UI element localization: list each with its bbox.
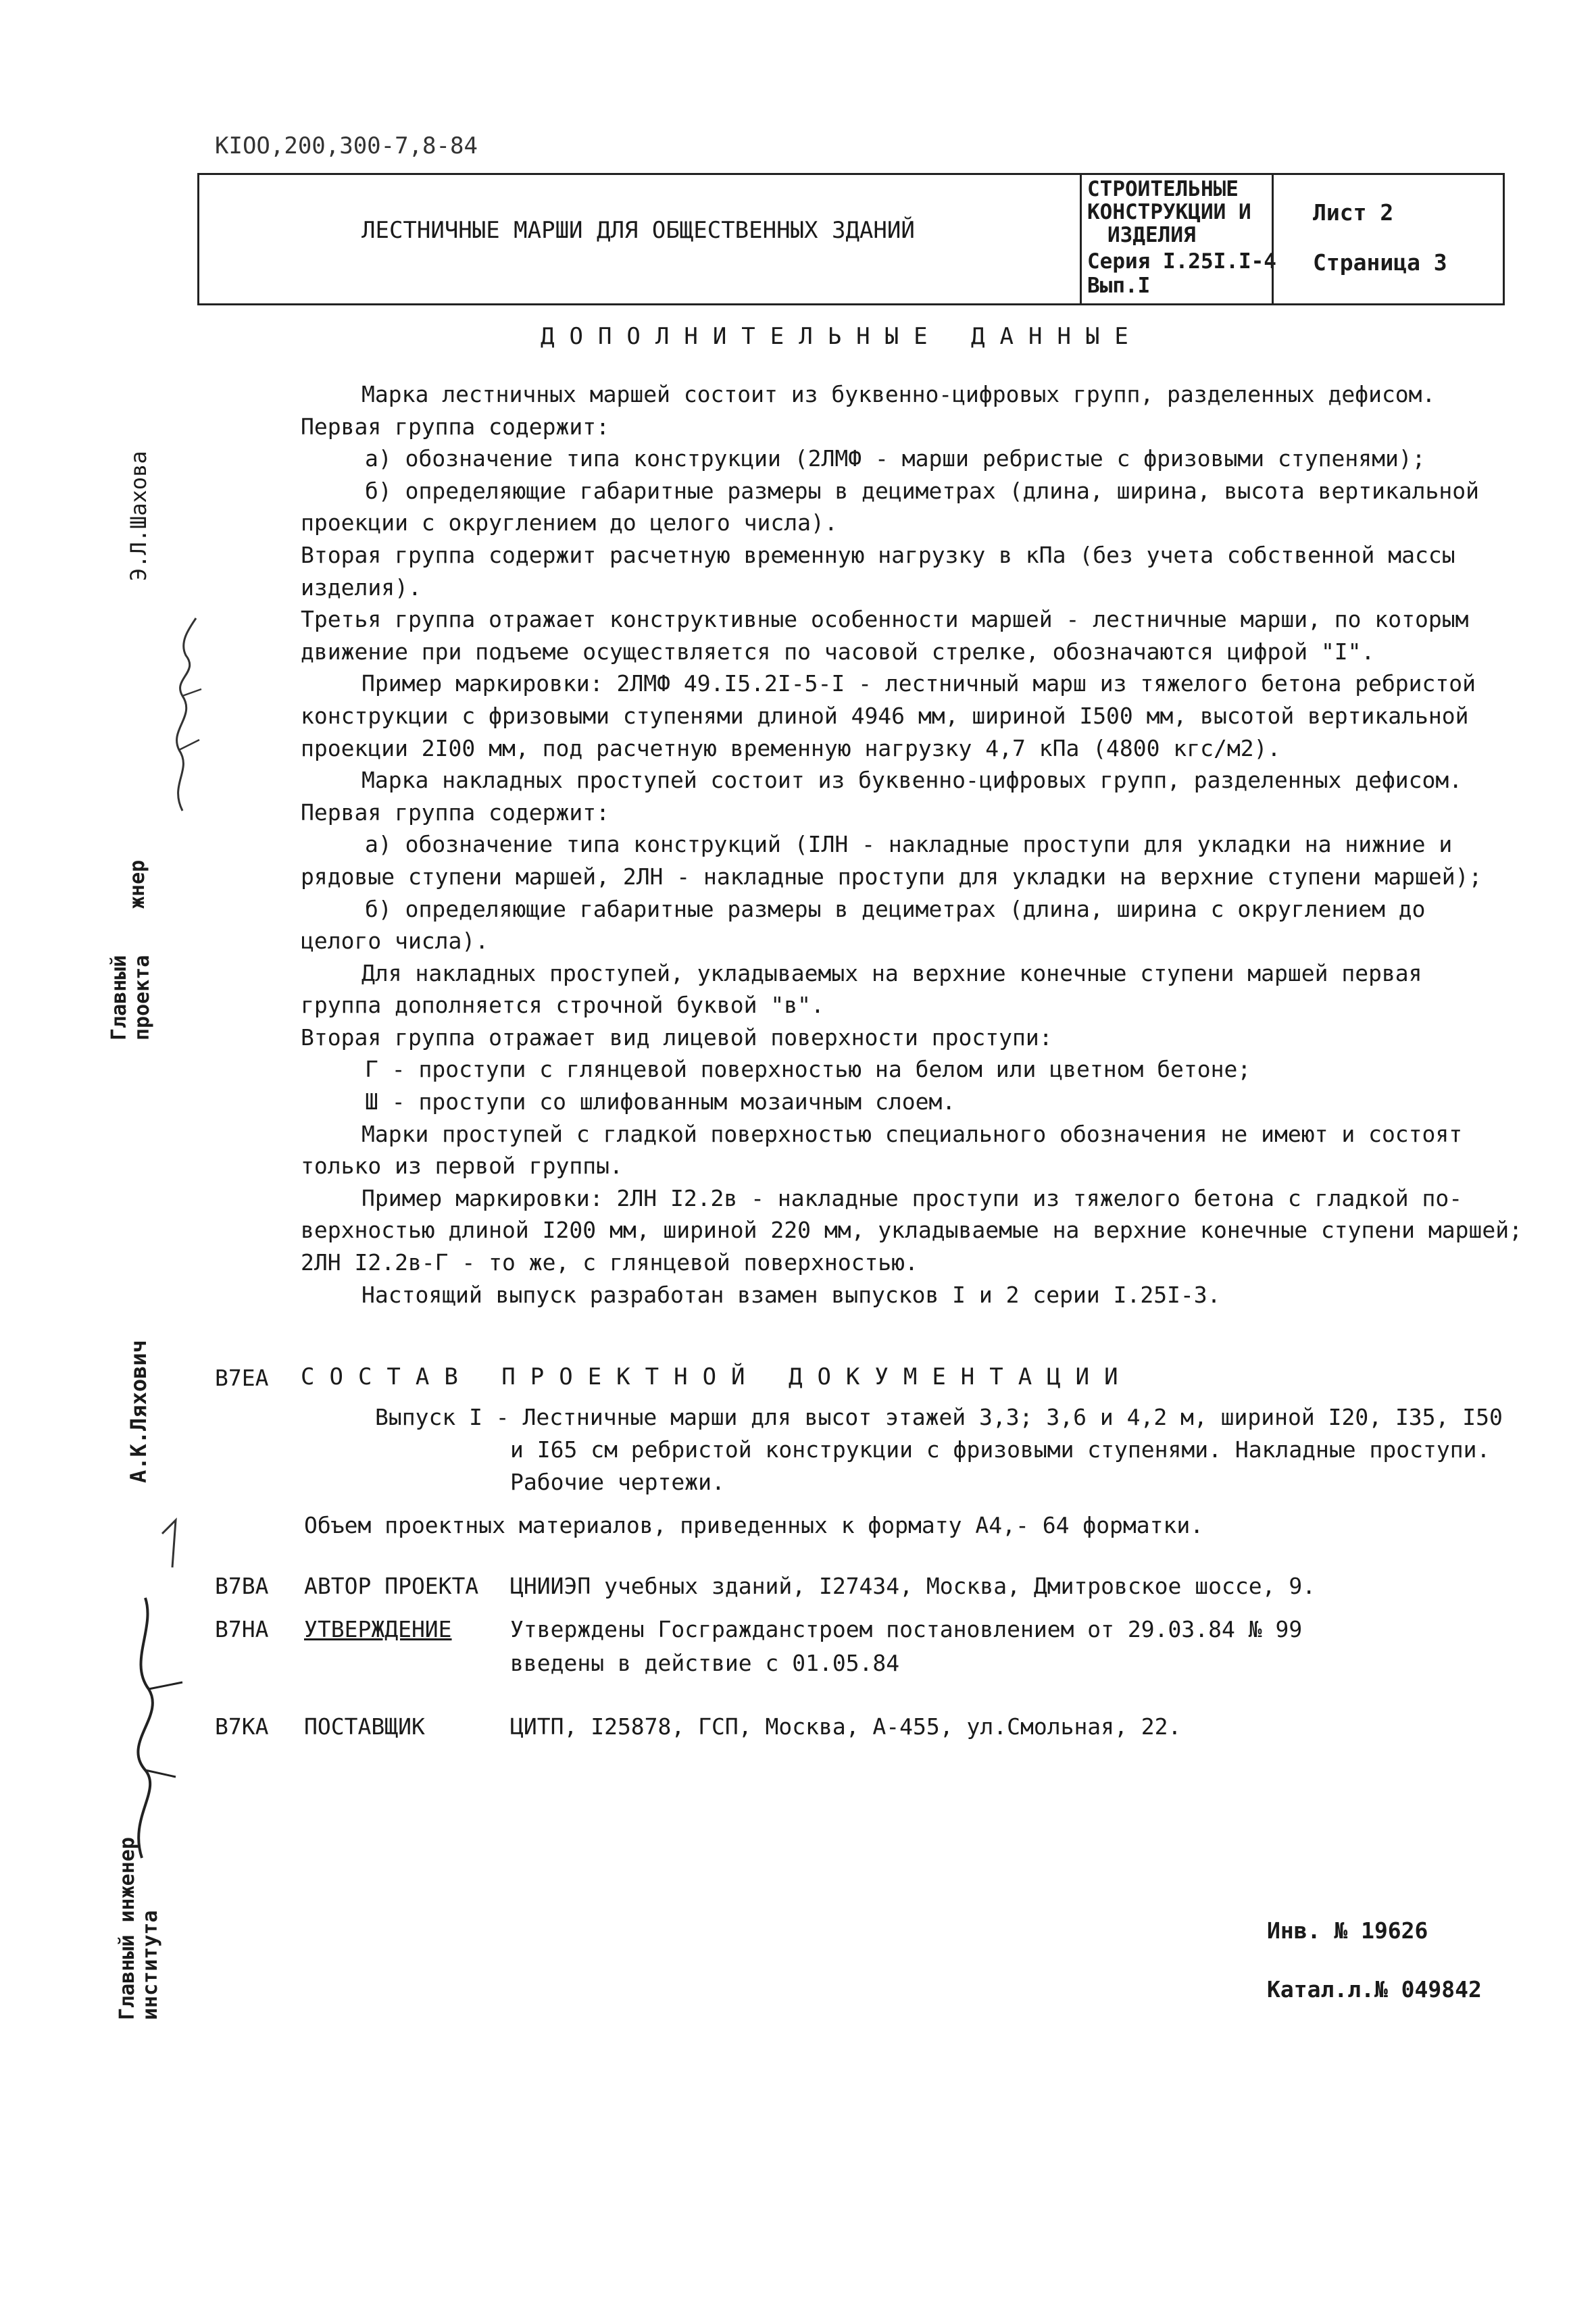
- text-line: Ш - проступи со шлифованным мозаичным слоем.: [365, 1088, 956, 1115]
- text-line: б) определяющие габаритные размеры в дециметрах (длина, ширина, высота вертикальной: [365, 477, 1480, 504]
- page-number: Страница 3: [1313, 249, 1447, 276]
- text-line: Первая группа содержит:: [301, 413, 609, 440]
- approval-label: УТВЕРЖДЕНИЕ: [304, 1616, 452, 1642]
- series-line: ИЗДЕЛИЯ: [1107, 223, 1196, 247]
- supplier-label: ПОСТАВЩИК: [304, 1713, 425, 1740]
- text-line: Пример маркировки: 2ЛН I2.2в - накладные проступи из тяжелого бетона с гладкой по-: [361, 1184, 1463, 1211]
- section-code: В7ЕА: [215, 1365, 269, 1391]
- text-line: движение при подъеме осуществляется по часовой стрелке, обозначаются цифрой "I".: [301, 638, 1375, 665]
- approval-text: Утверждены Госгражданстроем постановлением от 29.03.84 № 99: [510, 1616, 1303, 1642]
- issue-line: Рабочие чертежи.: [510, 1469, 725, 1495]
- author-text: ЦНИИЭП учебных зданий, I27434, Москва, Дмитровское шоссе, 9.: [510, 1573, 1316, 1599]
- text-line: целого числа).: [301, 928, 489, 955]
- text-line: проекции 2I00 мм, под расчетную временную нагрузку 4,7 кПа (4800 кгс/м2).: [301, 734, 1281, 761]
- inventory-number: Инв. № 19626: [1267, 1917, 1428, 1944]
- text-line: Первая группа содержит:: [301, 799, 609, 826]
- text-line: Вторая группа содержит расчетную временную нагрузку в кПа (без учета собственной массы: [301, 541, 1455, 568]
- text-line: а) обозначение типа конструкции (2ЛМФ - марши ребристые с фризовыми ступенями);: [365, 445, 1426, 472]
- text-line: Марка накладных проступей состоит из буквенно-цифровых групп, разделенных дефисом.: [361, 767, 1463, 794]
- margin-role-line: института: [139, 1910, 162, 2020]
- approval-code: В7НА: [215, 1616, 269, 1642]
- volume-line: Объем проектных материалов, приведенных к формату А4,- 64 форматки.: [304, 1512, 1204, 1538]
- series-line: Серия I.25I.I-4: [1087, 249, 1276, 274]
- text-line: изделия).: [301, 574, 422, 601]
- signature-1: [142, 608, 216, 824]
- text-line: проекции с округлением до целого числа).: [301, 509, 838, 536]
- text-line: Вторая группа отражает вид лицевой поверхности проступи:: [301, 1024, 1053, 1051]
- margin-role-line: проекта: [130, 955, 154, 1040]
- signature-mark: [145, 1513, 199, 1574]
- text-line: б) определяющие габаритные размеры в дециметрах (длина, ширина с округлением до: [365, 895, 1426, 922]
- text-line: Марка лестничных маршей состоит из буквенно-цифровых групп, разделенных дефисом.: [361, 381, 1436, 407]
- text-line: конструкции с фризовыми ступенями длиной 4946 мм, шириной I500 мм, высотой вертикальной: [301, 702, 1469, 729]
- supplier-text: ЦИТП, I25878, ГСП, Москва, А-455, ул.Смольная, 22.: [510, 1713, 1182, 1740]
- issue-line: и I65 см ребристой конструкции с фризовыми ступенями. Накладные проступи.: [510, 1436, 1491, 1463]
- text-line: Пример маркировки: 2ЛМФ 49.I5.2I-5-I - лестничный марш из тяжелого бетона ребристой: [361, 670, 1476, 697]
- text-line: Для накладных проступей, укладываемых на верхние конечные ступени маршей первая: [361, 959, 1422, 986]
- series-category: [1087, 178, 1251, 247]
- margin-role: [108, 955, 154, 1040]
- text-line: Настоящий выпуск разработан взамен выпусков I и 2 серии I.25I-3.: [361, 1281, 1221, 1308]
- series-line: Вып.I: [1087, 274, 1151, 298]
- title-block: [197, 173, 1505, 305]
- catalog-number: Катал.л.№ 049842: [1267, 1976, 1482, 2003]
- series-line: СТРОИТЕЛЬНЫЕ: [1087, 177, 1239, 201]
- supplier-code: В7КА: [215, 1713, 269, 1740]
- author-label: АВТОР ПРОЕКТА: [304, 1573, 479, 1599]
- text-line: 2ЛН I2.2в-Г - то же, с глянцевой поверхностью.: [301, 1249, 918, 1276]
- title-cell: [197, 175, 1082, 303]
- author-code: В7ВА: [215, 1573, 269, 1599]
- sheet-cell: [1272, 175, 1505, 303]
- series-number: [1087, 249, 1276, 298]
- section-title-composition: СОСТАВ ПРОЕКТНОЙ ДОКУМЕНТАЦИИ: [301, 1363, 1133, 1390]
- sheet-number: Лист 2: [1313, 199, 1394, 226]
- body-text: [301, 378, 1522, 1311]
- document-title: ЛЕСТНИЧНЫЕ МАРШИ ДЛЯ ОБЩЕСТВЕННЫХ ЗДАНИЙ: [361, 217, 915, 244]
- section-title-additional-data: ДОПОЛНИТЕЛЬНЫЕ ДАННЫЕ: [541, 323, 1143, 350]
- text-line: рядовые ступени маршей, 2ЛН - накладные проступи для укладки на верхние ступени маршей);: [301, 863, 1482, 890]
- text-line: только из первой группы.: [301, 1153, 623, 1180]
- text-line: Марки проступей с гладкой поверхностью специального обозначения не имеют и состоят: [361, 1120, 1463, 1147]
- margin-name: Э.Л.Шахова: [126, 451, 151, 581]
- text-line: верхностью длиной I200 мм, шириной 220 мм, укладываемые на верхние конечные ступени маршей;: [301, 1217, 1522, 1244]
- text-line: Г - проступи с глянцевой поверхностью на белом или цветном бетоне;: [365, 1056, 1251, 1083]
- signature-2: [81, 1588, 203, 1871]
- issue-line: Выпуск I - Лестничные марши для высот этажей 3,3; 3,6 и 4,2 м, шириной I20, I35, I50: [375, 1404, 1503, 1430]
- text-line: а) обозначение типа конструкций (IЛН - накладные проступи для укладки на нижние и: [365, 831, 1453, 858]
- document-code: КIОО,200,300-7,8-84: [215, 132, 478, 159]
- text-line: группа дополняется строчной буквой "в".: [301, 992, 824, 1019]
- series-cell: [1080, 175, 1274, 303]
- approval-text: введены в действие с 01.05.84: [510, 1650, 900, 1676]
- series-line: КОНСТРУКЦИИ И: [1087, 200, 1251, 224]
- margin-role-line: Главный: [107, 955, 131, 1040]
- margin-role: жнер: [126, 859, 149, 909]
- margin-role-line: Главный инженер: [116, 1837, 139, 2020]
- text-line: Третья группа отражает конструктивные особенности маршей - лестничные марши, по которым: [301, 606, 1469, 633]
- margin-name: А.К.Ляхович: [126, 1340, 151, 1483]
